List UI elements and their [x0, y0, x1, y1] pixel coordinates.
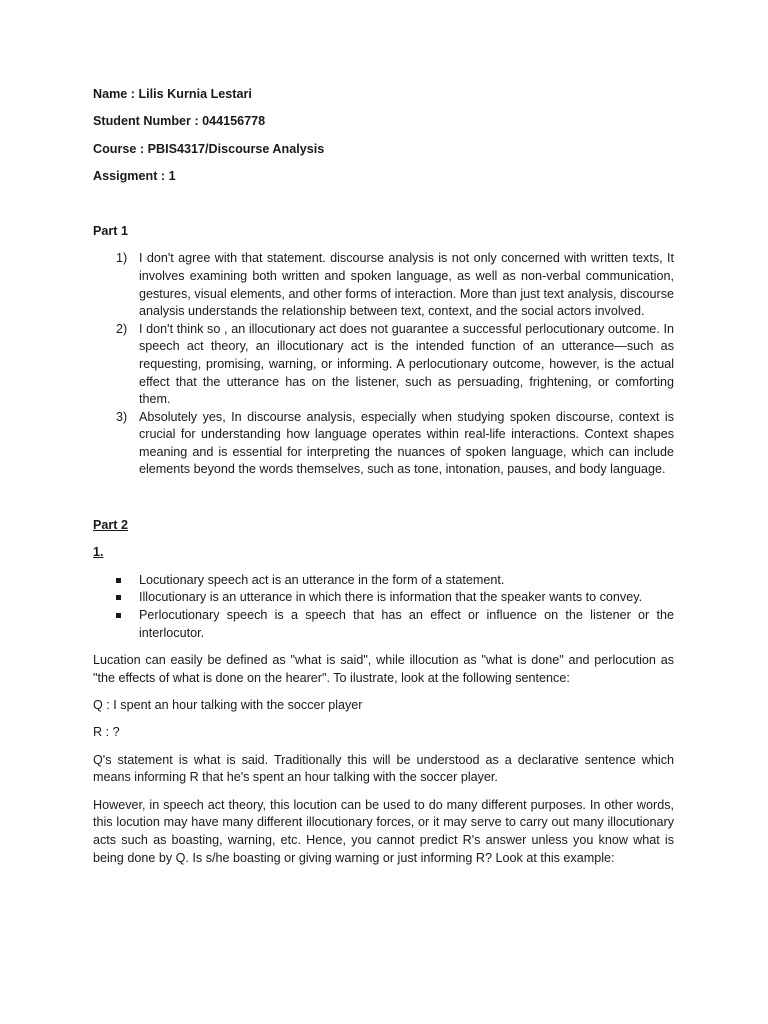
- speech-act-theory-paragraph: However, in speech act theory, this locution can be used to do many different purposes. In other words, this locution may have many different illocutionary forces, or it may serve to carry out many illocutionary acts such as boasting, warning, etc. Hence, you cannot predict R's answer unless you know what is being done by Q. Is s/he boasting or giving warning or just informing R? Look at this example:: [93, 797, 674, 865]
- part1-title: Part 1: [93, 223, 129, 238]
- bullet-text: Illocutionary is an utterance in which there is information that the speaker wants to convey.: [139, 590, 643, 605]
- square-bullet-icon: [116, 595, 121, 600]
- part1-answer-1: [93, 250, 674, 320]
- definition-paragraph: Lucation can easily be defined as "what is said", while illocution as "what is done" and perlocution as "the effects of what is done on the hearer". To ilustrate, look at the following sentence:: [93, 653, 674, 685]
- example-q-line: Q : I spent an hour talking with the soccer player: [93, 698, 363, 713]
- answer-number: 1): [116, 251, 128, 266]
- part2-title: Part 2: [93, 518, 129, 533]
- bullet-perlocutionary: [93, 607, 674, 642]
- square-bullet-icon: [116, 578, 121, 583]
- part1-answer-2: [93, 321, 674, 409]
- bullet-text: Locutionary speech act is an utterance in the form of a statement.: [139, 572, 505, 587]
- bullet-illocutionary: [93, 589, 674, 607]
- square-bullet-icon: [116, 613, 121, 618]
- answer-text: I don't think so , an illocutionary act does not guarantee a successful perlocutionary outcome. In speech act theory, an illocutionary act is the intended function of an utterance—such as requesting, promising, warning, or informing. A perlocutionary outcome, however, is the actual effect that the utterance has on the listener, such as persuading, frightening, or comforting them.: [139, 321, 674, 407]
- part1-answer-list: [93, 250, 674, 479]
- student-number: Student Number : 044156778: [93, 114, 266, 129]
- answer-text: I don't agree with that statement. discourse analysis is not only concerned with written texts, It involves examining both written and spoken language, as well as non-verbal communication, gestures, visual elements, and other forms of interaction. More than just text analysis, discourse analysis understands the relationship between text, context, and the social actors involved.: [139, 251, 674, 319]
- explanation-paragraph: Q's statement is what is said. Traditionally this will be understood as a declarative sentence which means informing R that he's spent an hour talking with the soccer player.: [93, 752, 674, 785]
- speech-act-bullet-list: [93, 572, 674, 642]
- answer-number: 2): [116, 321, 128, 336]
- bullet-locutionary: [93, 572, 674, 590]
- bullet-text: Perlocutionary speech is a speech that has an effect or influence on the listener or the interlocutor.: [139, 608, 674, 640]
- student-name: Name : Lilis Kurnia Lestari: [93, 87, 252, 101]
- example-r-line: R : ?: [93, 725, 120, 740]
- document-page: [93, 86, 674, 867]
- part2-subtitle: 1.: [93, 545, 104, 560]
- answer-number: 3): [116, 409, 128, 424]
- assignment-number: Assigment : 1: [93, 169, 176, 184]
- part1-answer-3: [93, 409, 674, 479]
- answer-text: Absolutely yes, In discourse analysis, especially when studying spoken discourse, context is crucial for understanding how language operates within real-life interactions. Context shapes meaning and is essential for interpreting the nuances of spoken language, which can include elements beyond the words themselves, such as tone, intonation, pauses, and body language.: [139, 409, 674, 477]
- course-name: Course : PBIS4317/Discourse Analysis: [93, 141, 325, 156]
